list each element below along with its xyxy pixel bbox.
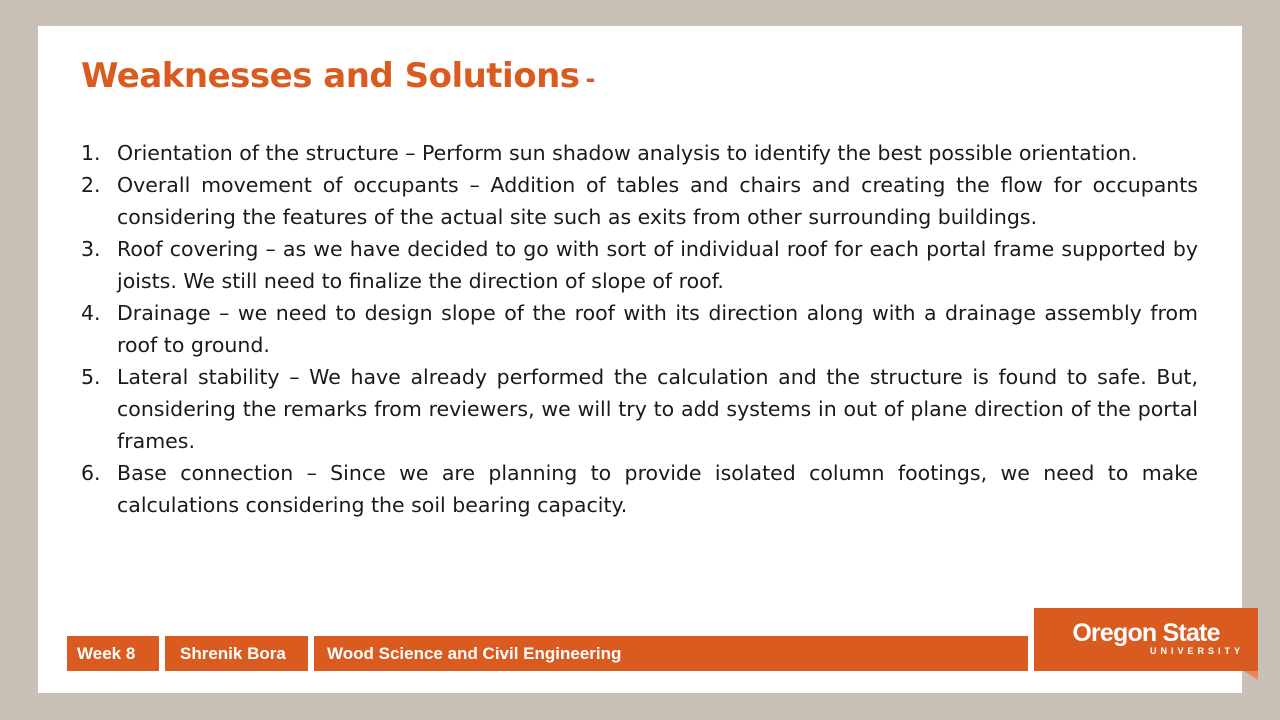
footer-week: Week 8: [67, 636, 159, 671]
logo-box: [1034, 608, 1258, 671]
slide-title-text: Weaknesses and Solutions: [81, 56, 580, 96]
list-item: [81, 169, 1198, 233]
list-item: [81, 297, 1198, 361]
list-item: [81, 457, 1198, 521]
list-item-text: Roof covering – as we have decided to go with sort of individual roof for each portal frame supported by joists. We still need to finalize the direction of slope of roof.: [117, 237, 1198, 293]
slide-title: [81, 56, 595, 96]
list-item-number: 4.: [81, 301, 101, 325]
list-item: [81, 361, 1198, 457]
weakness-list: [81, 137, 1198, 521]
list-item-text: Base connection – Since we are planning to provide isolated column footings, we need to make calculations considering the soil bearing capacity.: [117, 461, 1198, 517]
list-item-number: 3.: [81, 237, 101, 261]
slide: [38, 26, 1242, 693]
footer-presenter: Shrenik Bora: [165, 636, 308, 671]
list-item: [81, 137, 1198, 169]
list-item-text: Orientation of the structure – Perform sun shadow analysis to identify the best possible orientation.: [117, 141, 1138, 165]
list-item-number: 5.: [81, 365, 101, 389]
list-item-text: Lateral stability – We have already performed the calculation and the structure is found to safe. But, considering the remarks from reviewers, we will try to add systems in out of plane direction of the portal frames.: [117, 365, 1198, 453]
list-item: [81, 233, 1198, 297]
oregon-state-logo: [1034, 608, 1258, 680]
logo-subtitle: UNIVERSITY: [1149, 646, 1244, 656]
list-item-number: 1.: [81, 141, 101, 165]
footer-department: Wood Science and Civil Engineering: [314, 636, 1028, 671]
list-item-text: Drainage – we need to design slope of the roof with its direction along with a drainage assembly from roof to ground.: [117, 301, 1198, 357]
list-item-number: 2.: [81, 173, 101, 197]
list-item-text: Overall movement of occupants – Addition of tables and chairs and creating the flow for occupants considering the features of the actual site such as exits from other surrounding buildings.: [117, 173, 1198, 229]
logo-name: Oregon State: [1072, 619, 1220, 647]
list-item-number: 6.: [81, 461, 101, 485]
logo-fold: [1244, 671, 1258, 680]
slide-title-suffix: -: [585, 65, 595, 93]
